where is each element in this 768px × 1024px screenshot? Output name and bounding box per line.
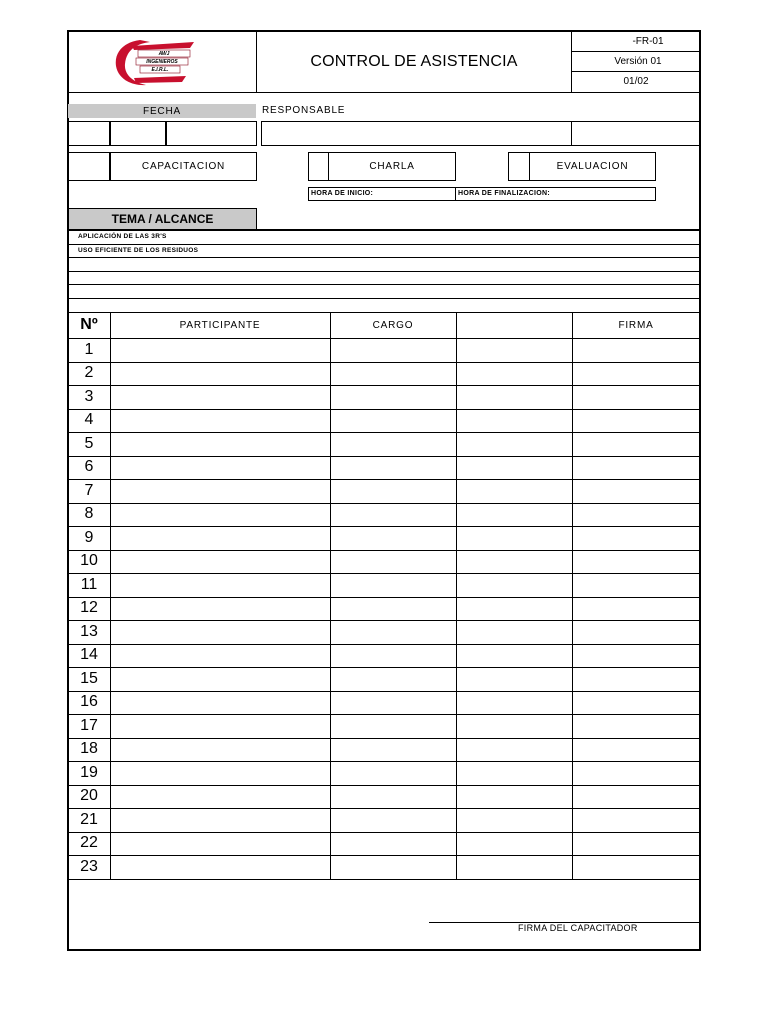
extra-cell[interactable] <box>456 432 572 456</box>
table-row <box>68 832 700 856</box>
firma-cell[interactable] <box>572 479 700 503</box>
extra-cell[interactable] <box>456 714 572 738</box>
participante-cell[interactable] <box>110 667 330 691</box>
header-cargo: CARGO <box>372 319 414 331</box>
cargo-cell[interactable] <box>330 667 456 691</box>
extra-cell[interactable] <box>456 620 572 644</box>
table-row <box>68 691 700 715</box>
header-extra <box>456 312 572 338</box>
cargo-cell[interactable] <box>330 338 456 362</box>
row-number: 19 <box>80 763 98 781</box>
participante-cell[interactable] <box>110 597 330 621</box>
evaluacion-label: EVALUACION <box>529 152 656 181</box>
participante-cell[interactable] <box>110 338 330 362</box>
cargo-cell[interactable] <box>330 644 456 668</box>
firma-cell[interactable] <box>572 808 700 832</box>
document-version: Versión 01 <box>614 56 662 67</box>
cargo-cell[interactable] <box>330 385 456 409</box>
table-row <box>68 714 700 738</box>
tema-line-2[interactable]: USO EFICIENTE DE LOS RESIDUOS <box>68 244 700 258</box>
extra-cell[interactable] <box>456 738 572 762</box>
firma-cell[interactable] <box>572 620 700 644</box>
table-rule <box>68 879 700 880</box>
participante-cell[interactable] <box>110 644 330 668</box>
firma-cell[interactable] <box>572 761 700 785</box>
charla-checkbox[interactable] <box>308 152 329 181</box>
participante-cell[interactable] <box>110 620 330 644</box>
charla-label: CHARLA <box>328 152 456 181</box>
extra-cell[interactable] <box>456 644 572 668</box>
company-logo <box>110 36 198 88</box>
participante-cell[interactable] <box>110 526 330 550</box>
table-row <box>68 808 700 832</box>
row-number: 17 <box>80 716 98 734</box>
row-number: 13 <box>80 622 98 640</box>
row-number: 14 <box>80 646 98 664</box>
hora-inicio-field[interactable] <box>308 187 456 201</box>
participante-cell[interactable] <box>110 573 330 597</box>
responsable-extra-field[interactable] <box>571 121 701 146</box>
extra-cell[interactable] <box>456 456 572 480</box>
extra-cell[interactable] <box>456 785 572 809</box>
row-number: 1 <box>84 340 94 358</box>
row-number: 8 <box>84 505 94 523</box>
firma-cell[interactable] <box>572 362 700 386</box>
cargo-cell[interactable] <box>330 761 456 785</box>
firma-cell[interactable] <box>572 526 700 550</box>
row-number: 2 <box>84 364 94 382</box>
document-code: -FR-01 <box>632 35 664 47</box>
firma-cell[interactable] <box>572 714 700 738</box>
participante-cell[interactable] <box>110 855 330 879</box>
tema-line-5[interactable] <box>68 284 700 298</box>
hora-fin-field[interactable] <box>455 187 656 201</box>
extra-cell[interactable] <box>456 855 572 879</box>
cargo-cell[interactable] <box>330 409 456 433</box>
table-row <box>68 503 700 527</box>
participante-cell[interactable] <box>110 714 330 738</box>
firma-cell[interactable] <box>572 550 700 574</box>
table-row <box>68 785 700 809</box>
fecha-label: FECHA <box>68 104 256 118</box>
extra-cell[interactable] <box>456 409 572 433</box>
cargo-cell[interactable] <box>330 432 456 456</box>
row-number: 15 <box>80 669 98 687</box>
row-number: 4 <box>84 411 94 429</box>
cargo-cell[interactable] <box>330 855 456 879</box>
extra-cell[interactable] <box>456 338 572 362</box>
participante-cell[interactable] <box>110 808 330 832</box>
table-row <box>68 409 700 433</box>
extra-cell[interactable] <box>456 573 572 597</box>
participante-cell[interactable] <box>110 691 330 715</box>
firma-cell[interactable] <box>572 573 700 597</box>
participante-cell[interactable] <box>110 761 330 785</box>
cargo-cell[interactable] <box>330 785 456 809</box>
cargo-cell[interactable] <box>330 808 456 832</box>
responsable-field[interactable] <box>261 121 572 146</box>
participante-cell[interactable] <box>110 456 330 480</box>
extra-cell[interactable] <box>456 479 572 503</box>
firma-cell[interactable] <box>572 691 700 715</box>
firma-cell[interactable] <box>572 644 700 668</box>
row-number: 18 <box>80 740 98 758</box>
row-number: 22 <box>80 834 98 852</box>
evaluacion-checkbox[interactable] <box>508 152 530 181</box>
row-number: 11 <box>80 575 98 593</box>
extra-cell[interactable] <box>456 526 572 550</box>
row-number: 10 <box>80 552 98 570</box>
firma-cell[interactable] <box>572 785 700 809</box>
table-row <box>68 362 700 386</box>
extra-cell[interactable] <box>456 761 572 785</box>
firma-cell[interactable] <box>572 855 700 879</box>
participante-cell[interactable] <box>110 738 330 762</box>
table-row <box>68 456 700 480</box>
extra-cell[interactable] <box>456 503 572 527</box>
cargo-cell[interactable] <box>330 597 456 621</box>
row-number: 9 <box>84 528 94 546</box>
table-row <box>68 432 700 456</box>
fecha-year-field[interactable] <box>166 121 257 146</box>
extra-cell[interactable] <box>456 550 572 574</box>
capacitacion-checkbox[interactable] <box>68 152 110 181</box>
firma-cell[interactable] <box>572 503 700 527</box>
table-row <box>68 550 700 574</box>
extra-cell[interactable] <box>456 597 572 621</box>
header-participante: PARTICIPANTE <box>179 319 261 331</box>
header-num: Nº <box>80 316 98 333</box>
participante-cell[interactable] <box>110 362 330 386</box>
cargo-cell[interactable] <box>330 573 456 597</box>
participante-cell[interactable] <box>110 479 330 503</box>
header-bottom-line <box>68 92 700 93</box>
participante-cell[interactable] <box>110 432 330 456</box>
table-row <box>68 526 700 550</box>
document-page: 01/02 <box>623 76 649 87</box>
table-row <box>68 479 700 503</box>
extra-cell[interactable] <box>456 667 572 691</box>
signature-label: FIRMA DEL CAPACITADOR <box>518 923 638 933</box>
hora-fin-label: HORA DE FINALIZACION: <box>458 190 550 197</box>
tema-line-4[interactable] <box>68 271 700 285</box>
participante-cell[interactable] <box>110 785 330 809</box>
row-number: 23 <box>80 857 98 875</box>
table-row <box>68 597 700 621</box>
cargo-cell[interactable] <box>330 550 456 574</box>
table-rule <box>68 312 700 313</box>
extra-cell[interactable] <box>456 385 572 409</box>
table-row <box>68 667 700 691</box>
page-title: CONTROL DE ASISTENCIA <box>310 52 518 70</box>
table-row <box>68 620 700 644</box>
tema-line-1[interactable]: APLICACIÓN DE LAS 3R'S <box>68 230 700 244</box>
cargo-cell[interactable] <box>330 620 456 644</box>
firma-cell[interactable] <box>572 338 700 362</box>
participante-cell[interactable] <box>110 409 330 433</box>
firma-cell[interactable] <box>572 409 700 433</box>
cargo-cell[interactable] <box>330 456 456 480</box>
firma-cell[interactable] <box>572 456 700 480</box>
cargo-cell[interactable] <box>330 526 456 550</box>
row-number: 12 <box>80 599 98 617</box>
firma-cell[interactable] <box>572 597 700 621</box>
fecha-day-field[interactable] <box>68 121 110 146</box>
table-row <box>68 761 700 785</box>
logo-text-3: E.I.R.L. <box>151 66 169 73</box>
cargo-cell[interactable] <box>330 738 456 762</box>
firma-cell[interactable] <box>572 385 700 409</box>
cargo-cell[interactable] <box>330 503 456 527</box>
tema-line-3[interactable] <box>68 257 700 271</box>
cargo-cell[interactable] <box>330 479 456 503</box>
cargo-cell[interactable] <box>330 832 456 856</box>
participante-cell[interactable] <box>110 832 330 856</box>
firma-cell[interactable] <box>572 667 700 691</box>
participante-cell[interactable] <box>110 385 330 409</box>
row-number: 21 <box>80 810 98 828</box>
cargo-cell[interactable] <box>330 362 456 386</box>
participante-cell[interactable] <box>110 503 330 527</box>
extra-cell[interactable] <box>456 832 572 856</box>
extra-cell[interactable] <box>456 691 572 715</box>
table-row <box>68 385 700 409</box>
participante-cell[interactable] <box>110 550 330 574</box>
responsable-label: RESPONSABLE <box>262 105 346 116</box>
capacitacion-label: CAPACITACION <box>110 152 257 181</box>
table-row <box>68 855 700 879</box>
extra-cell[interactable] <box>456 362 572 386</box>
cargo-cell[interactable] <box>330 714 456 738</box>
row-number: 16 <box>80 693 98 711</box>
table-row <box>68 644 700 668</box>
table-row <box>68 573 700 597</box>
row-number: 5 <box>84 434 94 452</box>
cargo-cell[interactable] <box>330 691 456 715</box>
row-number: 7 <box>84 481 94 499</box>
logo-text-1: AWJ <box>158 50 170 57</box>
firma-cell[interactable] <box>572 832 700 856</box>
table-row <box>68 338 700 362</box>
tema-line-6[interactable] <box>68 298 700 312</box>
table-row <box>68 738 700 762</box>
header-firma: FIRMA <box>618 319 654 331</box>
row-number: 3 <box>84 387 94 405</box>
row-number: 20 <box>80 787 98 805</box>
firma-cell[interactable] <box>572 432 700 456</box>
fecha-month-field[interactable] <box>110 121 166 146</box>
extra-cell[interactable] <box>456 808 572 832</box>
hora-inicio-label: HORA DE INICIO: <box>311 190 374 197</box>
firma-cell[interactable] <box>572 738 700 762</box>
tema-label: TEMA / ALCANCE <box>68 208 257 230</box>
row-number: 6 <box>84 458 94 476</box>
logo-text-2: INGENIEROS <box>146 58 178 65</box>
